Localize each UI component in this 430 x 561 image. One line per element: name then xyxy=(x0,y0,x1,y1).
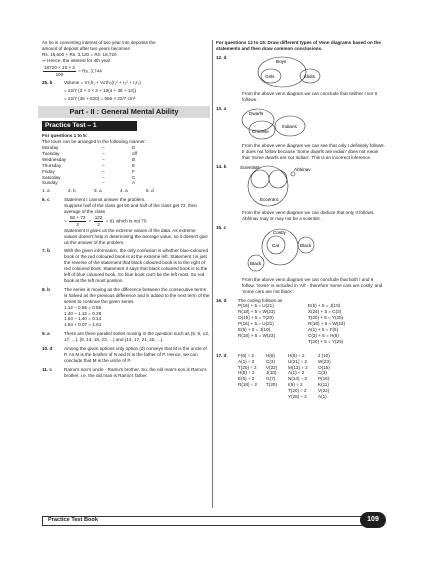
interest-fraction: $\frac{18720 \times 10 \times 2}{100}$ xyxy=(44,64,75,77)
question-8: 8. b The series is moving as the difference between the consecutive terms is halved as the previous difference and is added to the next term of the series to continue the given series. 1.12 – 0.56 = 0.56 1.40 – 1.12 = 0.28 1.54 – 1.40 = 0.14 1.54 + 0.07 = 1.61 xyxy=(42,286,210,328)
question-13: 13. a Dwarfs Chinese Indians xyxy=(216,106,386,144)
schedule-row: Monday – D xyxy=(42,144,136,150)
question-16: 16. d The coding follows as P(16) + 5 = U(21) E(5) + 5 = J(10) R(18) + 5 = W(23) X(24) + 5 = C(3) O(15) + 5 = T(20) T(20) + 5 = Y(25) P(16) + 5 = U(21) R(18) + 5 = W(23) E(5) + 5 = J(10) A(1) + 5 = F(6) R(18) + 5 = W(23) C(3) + 5 = H(8) T(20) + 5 = Y(25) xyxy=(216,298,386,345)
schedule-row: Tuesday – off xyxy=(42,150,138,156)
coding-row: P(16) + 5 = U(21) E(5) + 5 = J(10) xyxy=(238,303,341,309)
section-title: Part - II : General Mental Ability xyxy=(38,106,210,118)
q13-explanation: From the above venn diagram we can see that only I definitely follows. II does not follow because 'Some dwarfs are Indian' does not mean that 'Some dwarfs are not Indian'. This is an incorrect inference. xyxy=(242,143,385,161)
schedule-row: Thursday – E xyxy=(42,162,136,168)
schedule-row: Friday – F xyxy=(42,168,135,174)
question-25: 25. b Volume = πr₁h₁ + ⅓πh₂(r₁² + r₂² + r₁r₂) = 22/7 (3 × 4 × 3 + 10(4 + 36 + 12)) = 22/7 (36 + 520) = 556 × 22/7 cm³ xyxy=(42,80,141,102)
average-calculation: = $\frac{50 + 72}{2}$ = $\frac{122}{2}$ = 61 which is not 70. xyxy=(64,214,148,227)
q12-explanation: From the above venn diagram we can conclude that neither I nor II follows. xyxy=(242,90,378,102)
venn-label: Dwarfs xyxy=(249,110,264,116)
q15-explanation: From the above venn diagram we can conclude that both I and II follow. 'Some' is included in 'All' - therefore 'some cars are costly' and 'some cars are not black'. xyxy=(242,276,383,294)
coding-row: R(18) + 5 = W(23) X(24) + 5 = C(3) xyxy=(238,309,342,315)
question-11: 11. c Ramu's son's uncle - Ramu's brother, So, the old man's son is Ramu's brother, i.e. the old man is Ramu's father. xyxy=(42,366,207,378)
interest-calculation: $\frac{18720 \times 10 \times 2}{100}$ = Rs. 3,744 xyxy=(44,64,102,77)
venn-label: Eccentric xyxy=(260,197,279,203)
question-6: 6. c Statement I cannot answer the problem. Suppose half of the class get 50 and half of the class get 72, then average of the class = $\frac{50 + 72}{2}$ = $\frac{122}{2}$ = 61 which is not 70. Statement II gives us the extreme values of the data. As extreme values doesn't help in determining the average value, so it doesn't give us the answer of the problem. xyxy=(42,197,210,245)
intro-line: As he is converting interest of two year into deposits the xyxy=(42,40,156,45)
question-10: 10. d Among the given options only option (d) conveys that M is the uncle of P. As M is the brother of N and N is the father of P. Hence, we can conclude that M is the uncle of P. xyxy=(42,346,207,363)
coding-row: T(20) + 5 = Y(25) xyxy=(308,338,344,344)
schedule-row: Sunday – A xyxy=(42,180,136,186)
venn-label: Costly xyxy=(273,229,286,235)
question-12: 12. d Boys Girls Idiots xyxy=(216,55,386,91)
q14-explanation: From the above venn diagram we can deduce that only II follows. Abhinav may or may not be a scientist. xyxy=(242,210,375,221)
venn-diagram-boys-girls-idiots xyxy=(238,55,358,89)
intro-line: ⇒ Hence, the interest for 4th year xyxy=(42,57,111,63)
page-footer xyxy=(42,512,382,526)
venn-label: Black xyxy=(250,260,262,266)
questions-heading: For questions 1 to 5: xyxy=(42,133,88,139)
coding-row: O(15) + 5 = T(20) T(20) + 5 = Y(25) xyxy=(238,315,344,321)
venn-label: Black xyxy=(300,242,312,248)
q17-grid: F(6) ÷ 2 H(8) H(8) ÷ 2 J (10) A(1) ÷ 2 C(3) U(21) ÷ 2 W(23) T(20) ÷ 2 V(22) M(13) ÷ 2 O(15) H(8) ÷ 2 J(10) A(1) ÷ 2 C(3) E(5) ÷ 2 G(7) N(14) ÷ 2 P(16) R(18) ÷ 2 T(20) I(9) ÷ 2 K(11) T(20) ÷ 2 V(22) Y(25) ÷ 2 A(1) xyxy=(238,352,331,400)
venn-label: Scientists xyxy=(240,165,260,171)
venn-label: Car xyxy=(272,242,280,248)
schedule-row: Wednesday – B xyxy=(42,156,136,162)
left-column xyxy=(42,40,210,379)
book-title: Practice Test Book xyxy=(48,517,98,523)
question-17: 17. d F(6) ÷ 2 H(8) H(8) ÷ 2 J (10) A(1) ÷ 2 C(3) U(21) ÷ 2 W(23) T(20) ÷ 2 V(22) M(13) ÷ 2 O(15) H(8) ÷ 2 J(10) A(1) ÷ 2 C(3) E(5) ÷ 2 G(7) N(14) ÷ 2 P(16) R(18) ÷ 2 T(20) I(9) ÷ 2 K(11) T(20) ÷ 2 V(22) Y(25) ÷ 2 A(1) xyxy=(216,353,386,400)
tour-schedule xyxy=(42,145,210,186)
coding-row: R(18) + 5 = W(23) C(3) + 5 = H(8) xyxy=(238,332,339,338)
venn-label: Idiots xyxy=(304,73,315,79)
venn-diagram-costly-car-black xyxy=(238,225,358,275)
answers-1-to-5: 1. a 2. b 3. a 4. a 5. d xyxy=(42,188,154,194)
venn-label: Boys xyxy=(276,58,287,64)
right-column xyxy=(216,40,386,400)
schedule-row: Saturday – C xyxy=(42,174,136,180)
coding-table xyxy=(238,303,386,344)
venn-diagram-scientists-abhinav-eccentric xyxy=(238,164,358,208)
venn-questions-heading: For questions 12 to 15: Draw different types of Venn diagrams based on the statements and then draw common conclusions. xyxy=(216,40,381,51)
intro-line: amount of deposit after two years becomes xyxy=(42,45,130,51)
coding-row: P(16) + 5 = U(21) R(18) + 5 = W(23) xyxy=(238,321,346,327)
column-divider xyxy=(212,40,213,508)
venn-label: Chinese xyxy=(252,128,269,134)
intro-line: Rs. 15,600 + Rs. 3,120 = Rs. 18,720 xyxy=(42,51,117,57)
coding-row: E(5) + 5 = J(10) A(1) + 5 = F(6) xyxy=(238,327,339,333)
practice-test-label: Practice Test – 1 xyxy=(42,121,137,131)
tours-intro: The tours can be arranged in the following manner: xyxy=(42,139,146,145)
venn-label: Abhinav xyxy=(294,167,311,173)
venn-label: Girls xyxy=(265,73,275,79)
question-15: 15. c Costly Car Black Black xyxy=(216,225,386,277)
venn-diagram-dwarfs-chinese-indians xyxy=(238,106,358,142)
venn-label: Indians xyxy=(282,123,297,129)
question-9: 9. a There are three parallel series moving in the question such as (5, 9, 13, 17, ...), (8, 13, 18, 23, ...) and (13, 17, 21, 25, ...). xyxy=(42,331,210,343)
question-14: 14. b Scientists Abhinav Eccentric xyxy=(216,164,386,210)
page-number: 109 xyxy=(360,512,386,528)
question-7: 7. b With the given information, the only confusion is whether blue-coloured book or the red coloured book is at the extreme left. Statement I is just the reverse of the statement that black coloured book is to the right of red coloured book. Statement II says that black coloured book is to the left of blue coloured book. So blue book can't be the left most. So red book at the left most position. xyxy=(42,248,209,283)
